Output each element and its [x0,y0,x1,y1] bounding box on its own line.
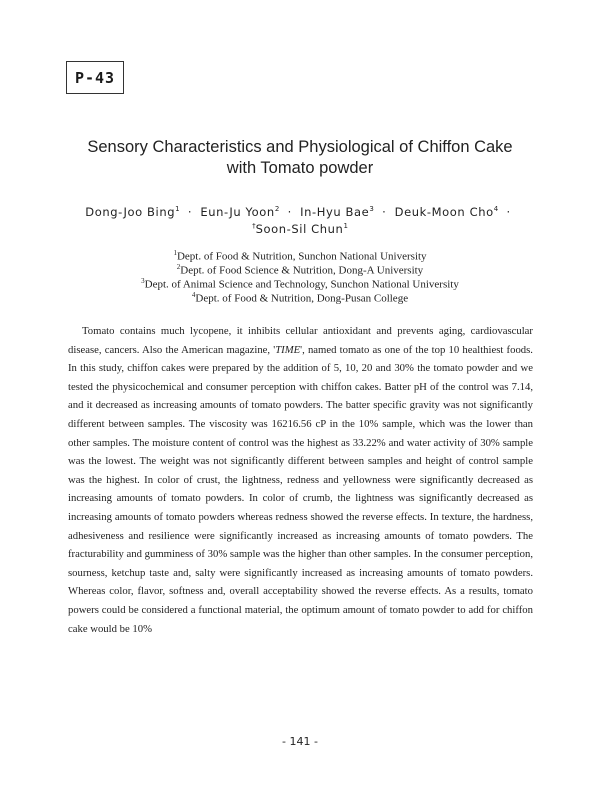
author-affiliation-mark: 1 [175,205,180,214]
abstract-text-part-2: ', named tomato as one of the top 10 healthiest foods. In this study, chiffon cakes were prepared by the addition of 5, 10, 20 and 30% the tomato powder and we tested the physicochemical and consumer perception with chiffon cakes. Batter pH of the control was 7.14, and it decreased as increasing amounts of tomato powders. The batter specific gravity was not significantly different between samples. The viscosity was 16216.56 cP in the 10% sample, which was the lower than other samples. The moisture content of control was the highest as 33.22% and water activity of 30% sample was the lowest. The weight was not significantly different between samples and height of control sample was the highest. In color of crust, the lightness, redness and yellowness were significantly decreased as increasing amounts of tomato powders. In color of crumb, the lightness was significantly decreased as increasing amounts of tomato powders whereas redness showed the reverse effects. In texture, the hardness, adhesiveness and resilience were significantly increased as increasing amounts of tomato powders. The fracturability and gumminess of 30% sample was the higher than other samples. In the consumer perception, sourness, ketchup taste and, salty were significantly increased as increasing amounts of tomato powders. Whereas color, flavor, softness and, overall acceptability showed the reverse effects. As a results, tomato powers could be considered a functional material, the optimum amount of tomato powder to add for chiffon cake would be 10% [68,343,533,635]
affiliation-text: Dept. of Food & Nutrition, Dong-Pusan College [195,292,409,305]
affiliation-number: 1 [173,249,177,257]
author-separator: · [506,205,511,219]
abstract-magazine-title: TIME [275,343,301,356]
affiliation-number: 4 [191,291,196,299]
affiliation-number: 2 [176,263,181,271]
corresponding-author-mark: † [252,222,256,231]
poster-code-label: P-43 [74,68,116,87]
author-name: Dong-Joo Bing [85,205,176,219]
affiliation-text: Dept. of Animal Science and Technology, Sunchon National University [144,278,459,291]
affiliation-4 [0,288,600,306]
paper-title-line-2: with Tomato powder [226,159,374,177]
author-name: In-Hyu Bae [300,205,370,219]
author-separator: · [287,205,292,219]
affiliation-number: 3 [141,277,145,285]
author-list-line-2 [0,222,600,236]
author-affiliation-mark: 1 [343,222,348,231]
author-name: Eun-Ju Yoon [200,205,275,219]
author-affiliation-mark: 2 [274,205,280,214]
author-name: Soon-Sil Chun [255,222,344,236]
abstract-body [68,322,533,638]
affiliation-text: Dept. of Food Science & Nutrition, Dong-A University [180,264,424,277]
author-separator: · [382,205,387,219]
page-number: - 141 - [282,735,318,748]
paper-title-line-1: Sensory Characteristics and Physiological of Chiffon Cake [87,138,513,156]
author-affiliation-mark: 4 [493,205,499,214]
author-list-line-1 [0,205,600,219]
author-separator: · [187,205,193,219]
author-affiliation-mark: 3 [369,205,374,214]
abstract-text-part-1: Tomato contains much lycopene, it inhibits cellular antioxidant and prevents aging, cardiovascular disease, cancers. Also the American magazine, ' [68,325,533,356]
poster-code [66,61,124,94]
author-name: Deuk-Moon Cho [394,205,494,219]
affiliation-text: Dept. of Food & Nutrition, Sunchon National University [176,250,427,263]
